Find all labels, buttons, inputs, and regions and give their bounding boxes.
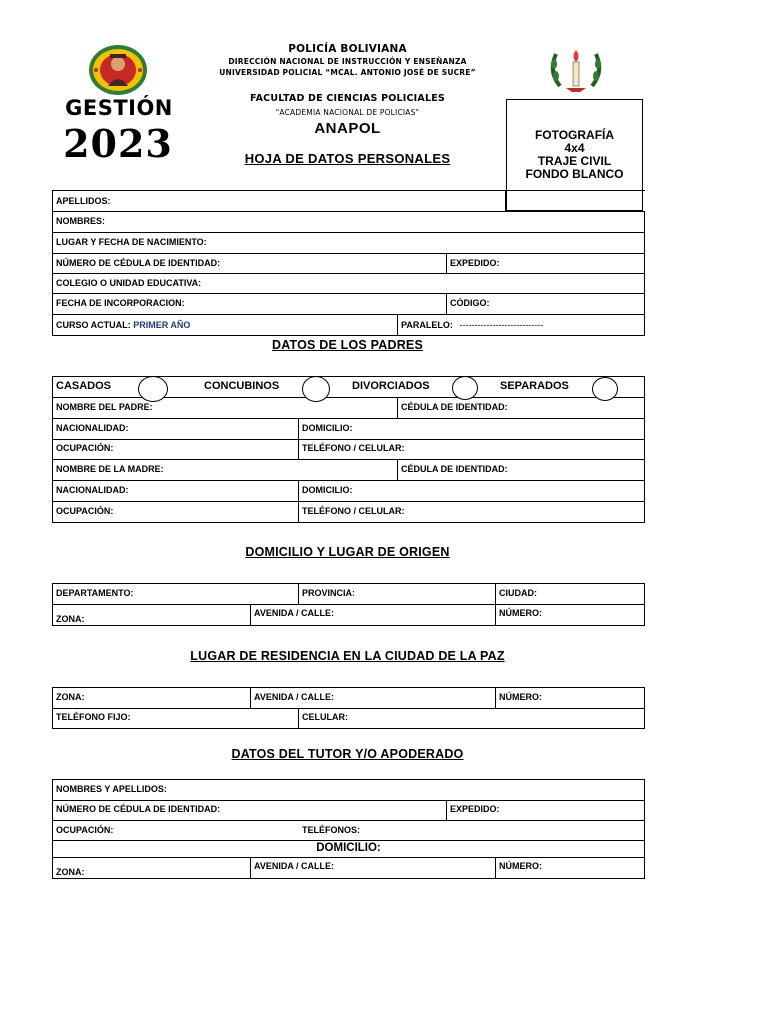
academy-name: "ACADEMIA NACIONAL DE POLICIAS" <box>275 108 420 117</box>
mother-occupation-field[interactable]: OCUPACIÓN: <box>56 506 114 516</box>
status-divorced: DIVORCIADOS <box>352 380 430 392</box>
father-nationality-field[interactable]: NACIONALIDAD: <box>56 423 129 433</box>
course-field[interactable] <box>56 320 190 330</box>
residence-mobile-field[interactable]: CELULAR: <box>302 712 348 722</box>
tutor-phones-field[interactable]: TELÉFONOS: <box>302 825 360 835</box>
police-university-crest-icon <box>88 44 148 96</box>
university-name: UNIVERSIDAD POLICIAL “MCAL. ANTONIO JOSÉ DE SUCRE” <box>219 68 476 77</box>
tutor-section-title: DATOS DEL TUTOR Y/O APODERADO <box>231 747 464 761</box>
surnames-field[interactable]: APELLIDOS: <box>56 196 111 206</box>
course-label: CURSO ACTUAL: <box>56 320 131 330</box>
residence-street-field[interactable]: AVENIDA / CALLE: <box>254 692 334 702</box>
tutor-occupation-field[interactable]: OCUPACIÓN: <box>56 825 114 835</box>
parents-section-title: DATOS DE LOS PADRES <box>271 338 424 352</box>
photo-line-3: TRAJE CIVIL <box>537 154 612 168</box>
photo-line-2: 4x4 <box>564 141 585 155</box>
mother-nationality-field[interactable]: NACIONALIDAD: <box>56 485 129 495</box>
sheet-title: HOJA DE DATOS PERSONALES <box>244 151 451 166</box>
mother-id-field[interactable]: CÉDULA DE IDENTIDAD: <box>401 464 508 474</box>
status-married-checkbox[interactable] <box>138 376 168 402</box>
names-field[interactable]: NOMBRES: <box>56 216 105 226</box>
origin-department-field[interactable]: DEPARTAMENTO: <box>56 588 134 598</box>
laurel-torch-emblem-icon <box>546 48 606 94</box>
residence-zone-field[interactable]: ZONA: <box>56 692 85 702</box>
parallel-value: ---------------------------- <box>459 320 544 330</box>
year-label: 2023 <box>63 121 173 166</box>
code-field[interactable]: CÓDIGO: <box>450 298 490 308</box>
status-cohabiting-checkbox[interactable] <box>302 376 330 402</box>
origin-street-field[interactable]: AVENIDA / CALLE: <box>254 608 334 618</box>
incorporation-field[interactable]: FECHA DE INCORPORACION: <box>56 298 185 308</box>
father-address-field[interactable]: DOMICILIO: <box>302 423 353 433</box>
status-divorced-checkbox[interactable] <box>452 376 478 400</box>
origin-section-title: DOMICILIO Y LUGAR DE ORIGEN <box>245 545 450 559</box>
mother-phone-field[interactable]: TELÉFONO / CELULAR: <box>302 506 405 516</box>
residence-landline-field[interactable]: TELÉFONO FIJO: <box>56 712 131 722</box>
residence-number-field[interactable]: NÚMERO: <box>499 692 542 702</box>
birth-field[interactable]: LUGAR Y FECHA DE NACIMIENTO: <box>56 237 207 247</box>
status-separated: SEPARADOS <box>500 380 569 392</box>
tutor-id-field[interactable]: NÚMERO DE CÉDULA DE IDENTIDAD: <box>56 804 221 814</box>
father-id-field[interactable]: CÉDULA DE IDENTIDAD: <box>401 402 508 412</box>
tutor-number-field[interactable]: NÚMERO: <box>499 861 542 871</box>
school-field[interactable]: COLEGIO O UNIDAD EDUCATIVA: <box>56 278 202 288</box>
tutor-zone-field[interactable]: ZONA: <box>56 867 85 877</box>
origin-city-field[interactable]: CIUDAD: <box>499 588 537 598</box>
tutor-street-field[interactable]: AVENIDA / CALLE: <box>254 861 334 871</box>
course-value: PRIMER AÑO <box>133 320 191 330</box>
photo-line-4: FONDO BLANCO <box>525 167 624 181</box>
id-number-field[interactable]: NÚMERO DE CÉDULA DE IDENTIDAD: <box>56 258 221 268</box>
photo-line-1: FOTOGRAFÍA <box>534 128 615 142</box>
father-name-field[interactable]: NOMBRE DEL PADRE: <box>56 402 153 412</box>
anapol-title: ANAPOL <box>314 120 381 137</box>
origin-zone-field[interactable]: ZONA: <box>56 614 85 624</box>
residence-section-title: LUGAR DE RESIDENCIA EN LA CIUDAD DE LA PAZ <box>190 649 505 663</box>
father-occupation-field[interactable]: OCUPACIÓN: <box>56 443 114 453</box>
origin-number-field[interactable]: NÚMERO: <box>499 608 542 618</box>
father-phone-field[interactable]: TELÉFONO / CELULAR: <box>302 443 405 453</box>
faculty-name: FACULTAD DE CIENCIAS POLICIALES <box>250 93 445 104</box>
parallel-field[interactable] <box>401 320 543 330</box>
tutor-issued-field[interactable]: EXPEDIDO: <box>450 804 500 814</box>
mother-address-field[interactable]: DOMICILIO: <box>302 485 353 495</box>
status-cohabiting: CONCUBINOS <box>204 380 280 392</box>
institution-name: POLICÍA BOLIVIANA <box>288 43 407 55</box>
tutor-address-header: DOMICILIO: <box>316 842 381 854</box>
issued-field[interactable]: EXPEDIDO: <box>450 258 500 268</box>
tutor-name-field[interactable]: NOMBRES Y APELLIDOS: <box>56 784 167 794</box>
gestion-label: GESTIÓN <box>65 96 173 120</box>
status-separated-checkbox[interactable] <box>592 377 618 401</box>
mother-name-field[interactable]: NOMBRE DE LA MADRE: <box>56 464 164 474</box>
parallel-label: PARALELO: <box>401 320 453 330</box>
direction-name: DIRECCIÓN NACIONAL DE INSTRUCCIÓN Y ENSEÑANZA <box>228 57 467 66</box>
status-married: CASADOS <box>56 380 112 392</box>
origin-province-field[interactable]: PROVINCIA: <box>302 588 356 598</box>
